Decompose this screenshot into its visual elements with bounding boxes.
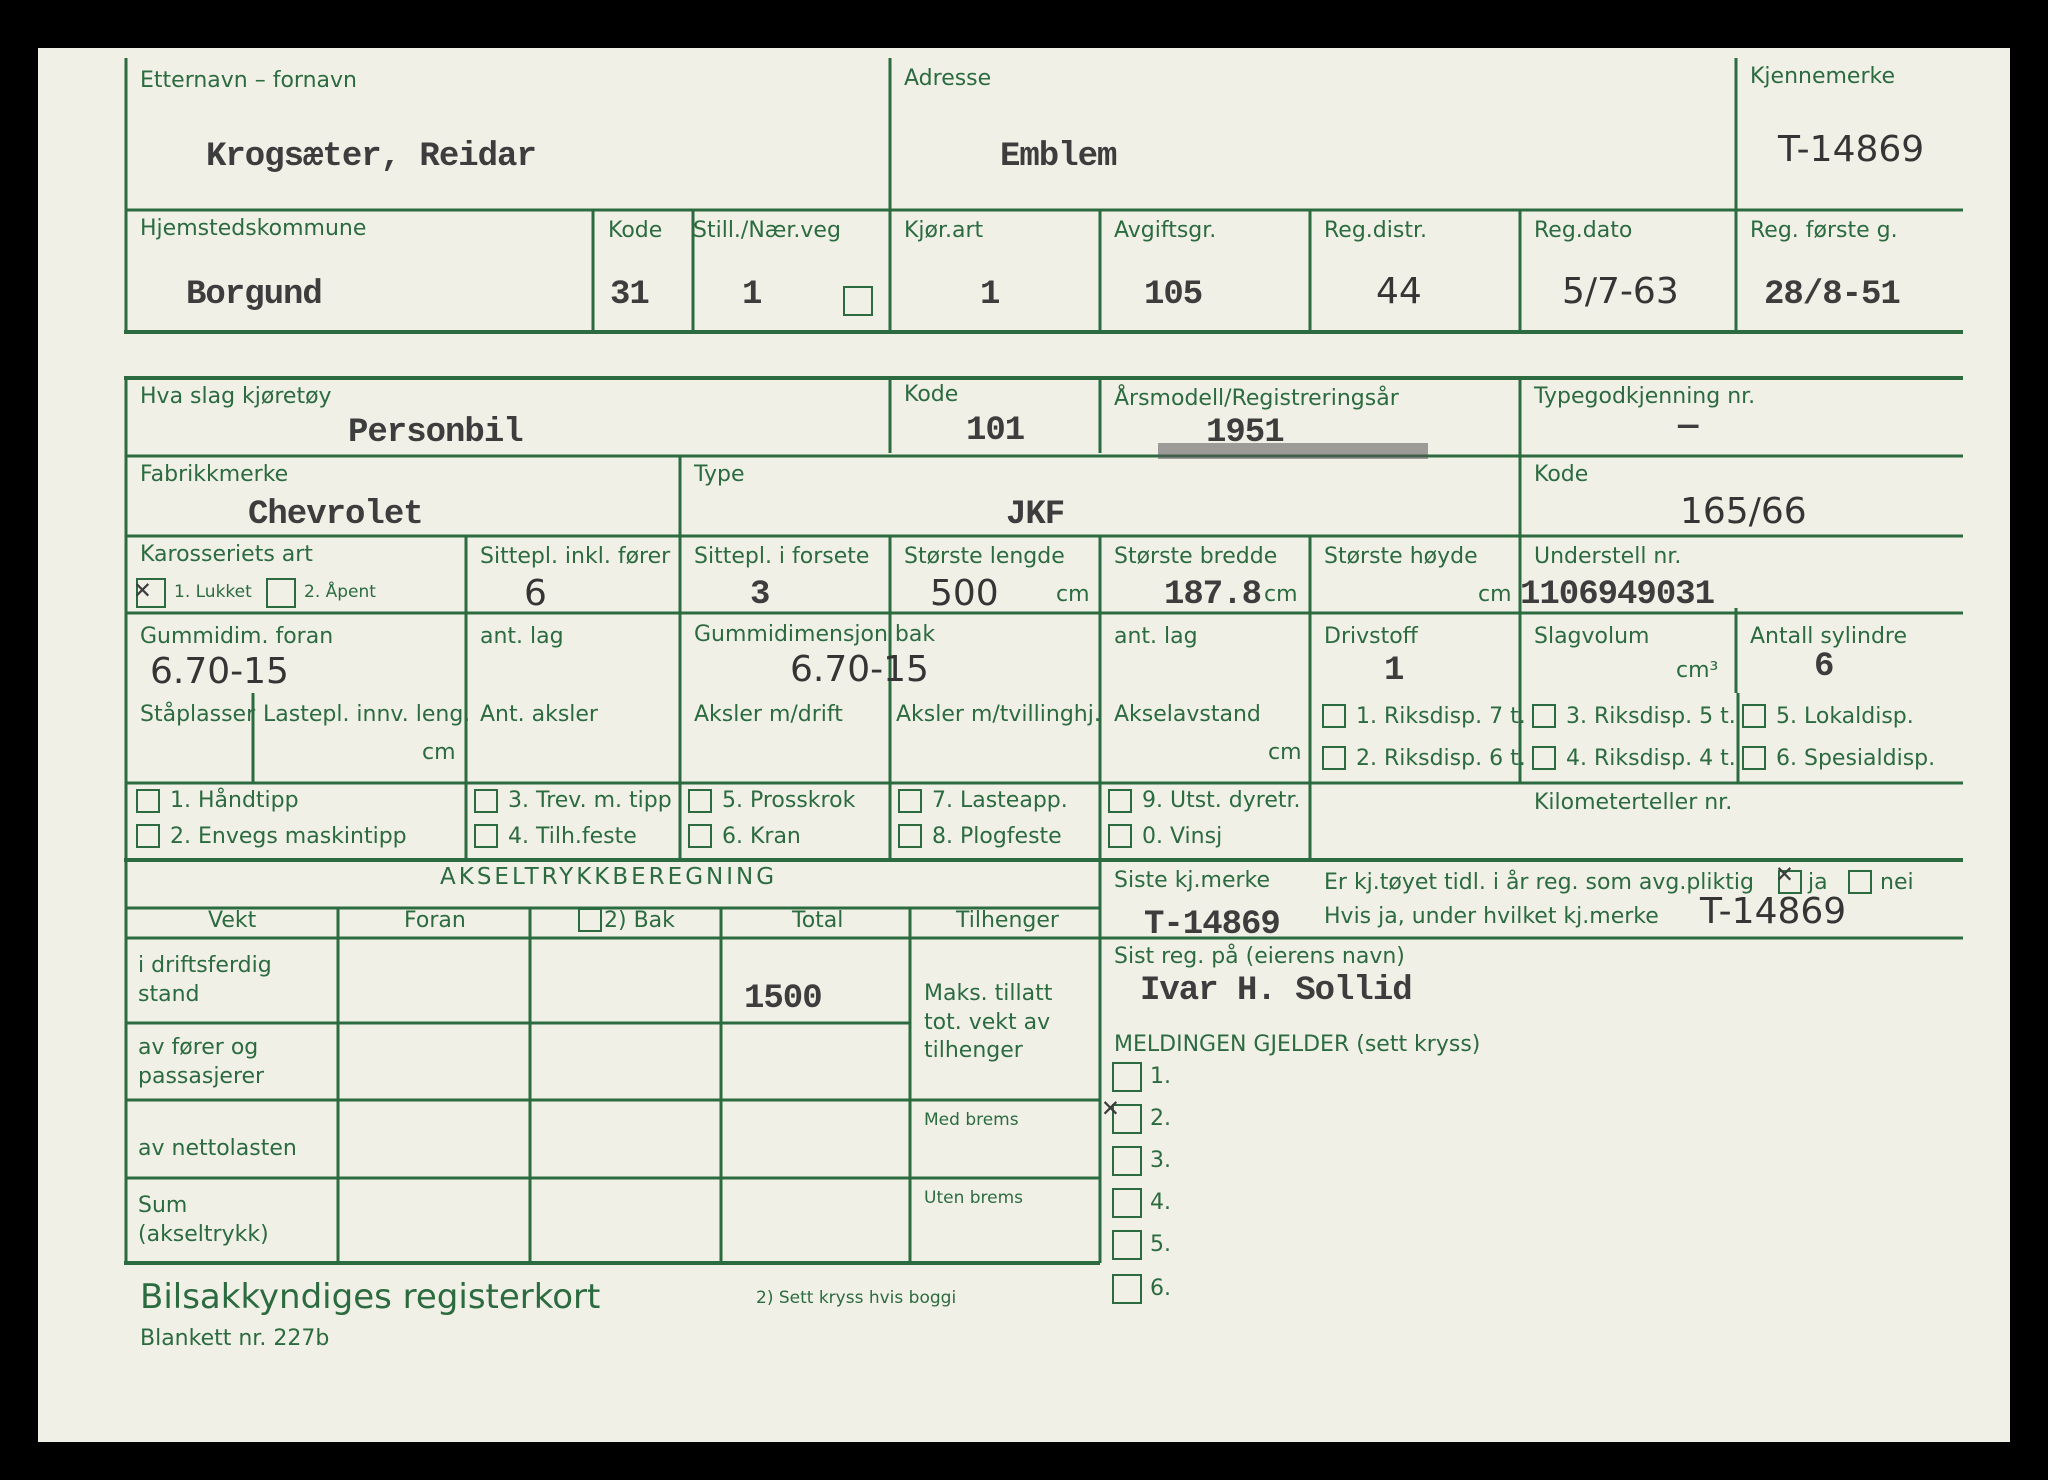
equip-5-checkbox[interactable]: [688, 789, 712, 813]
position-checkbox[interactable]: [843, 286, 873, 316]
riksdisp-2-label: 2. Riksdisp. 6 t.: [1356, 746, 1526, 771]
equip-6-checkbox[interactable]: [688, 824, 712, 848]
riksdisp-2-checkbox[interactable]: [1322, 746, 1346, 770]
first-reg-label: Reg. første g.: [1750, 218, 1898, 243]
col-front: Foran: [404, 908, 466, 933]
message-opt-3-checkbox[interactable]: [1112, 1146, 1142, 1176]
equip-3-label: 3. Trev. m. tipp: [508, 788, 672, 813]
message-opt-1-label: 1.: [1150, 1064, 1171, 1089]
type-approval-label: Typegodkjenning nr.: [1534, 384, 1756, 409]
body-type-label: Karosseriets art: [140, 542, 313, 567]
height-label: Største høyde: [1324, 544, 1478, 569]
drive-type-label: Kjør.art: [904, 218, 984, 243]
message-opt-3-label: 3.: [1150, 1148, 1171, 1173]
displacement-label: Slagvolum: [1534, 624, 1650, 649]
message-opt-2-label: 2.: [1150, 1106, 1171, 1131]
equip-7-checkbox[interactable]: [898, 789, 922, 813]
type-code-label: Kode: [1534, 462, 1589, 487]
fee-group-value: 105: [1144, 276, 1203, 314]
last-owner-value: Ivar H. Sollid: [1140, 972, 1412, 1010]
riksdisp-4-label: 4. Riksdisp. 4 t.: [1566, 746, 1736, 771]
front-seats-label: Sittepl. i forsete: [694, 544, 870, 569]
prev-reg-yes-mark: ✕: [1776, 860, 1793, 891]
bogie-checkbox[interactable]: [578, 908, 602, 932]
type-code-value: 165/66: [1680, 491, 1807, 532]
with-brakes-label: Med brems: [924, 1110, 1019, 1130]
without-brakes-label: Uten brems: [924, 1188, 1024, 1208]
first-reg-value: 28/8-51: [1764, 276, 1900, 314]
front-tyre-value: 6.70-15: [150, 651, 289, 692]
equip-0-checkbox[interactable]: [1108, 824, 1132, 848]
plate-value: T-14869: [1778, 129, 1925, 170]
driven-axles-label: Aksler m/drift: [694, 702, 843, 727]
lokaldisp-checkbox[interactable]: [1742, 704, 1766, 728]
form-grid-lines: [38, 48, 2010, 1442]
length-label: Største lengde: [904, 544, 1065, 569]
equip-8-label: 8. Plogfeste: [932, 824, 1062, 849]
equip-8-checkbox[interactable]: [898, 824, 922, 848]
equip-2-label: 2. Envegs maskintipp: [170, 824, 407, 849]
front-seats-value: 3: [750, 576, 770, 614]
row-driver-passengers: av fører og passasjerer: [138, 1035, 265, 1089]
message-label: MELDINGEN GJELDER (sett kryss): [1114, 1032, 1481, 1057]
make-label: Fabrikkmerke: [140, 462, 289, 487]
front-tyre-label: Gummidim. foran: [140, 624, 334, 649]
kind-code-label: Kode: [904, 382, 959, 407]
rear-tyre-value: 6.70-15: [790, 649, 929, 690]
vehicle-kind-label: Hva slag kjøretøy: [140, 384, 332, 409]
fee-group-label: Avgiftsgr.: [1114, 218, 1217, 243]
fuel-label: Drivstoff: [1324, 624, 1418, 649]
reg-district-label: Reg.distr.: [1324, 218, 1427, 243]
message-opt-4-checkbox[interactable]: [1112, 1188, 1142, 1218]
cylinders-label: Antall sylindre: [1750, 624, 1908, 649]
width-unit: cm: [1264, 582, 1298, 607]
row-operational-total: 1500: [744, 980, 822, 1018]
row-net-load: av nettolasten: [138, 1136, 297, 1161]
cargo-length-label: Lastepl. innv. leng.: [263, 702, 471, 727]
riksdisp-3-checkbox[interactable]: [1532, 704, 1556, 728]
address-value: Emblem: [1000, 138, 1117, 176]
reg-date-label: Reg.dato: [1534, 218, 1633, 243]
width-label: Største bredde: [1114, 544, 1278, 569]
wheelbase-unit: cm: [1268, 740, 1302, 765]
municipality-label: Hjemstedskommune: [140, 216, 367, 241]
reg-district-value: 44: [1376, 271, 1422, 312]
col-rear: 2) Bak: [604, 908, 675, 933]
equip-4-label: 4. Tilh.feste: [508, 824, 637, 849]
spesialdisp-label: 6. Spesialdisp.: [1776, 746, 1936, 771]
code-label: Kode: [608, 218, 663, 243]
riksdisp-4-checkbox[interactable]: [1532, 746, 1556, 770]
equip-1-label: 1. Håndtipp: [170, 788, 299, 813]
length-unit: cm: [1056, 582, 1090, 607]
axle-load-title: AKSELTRYKKBEREGNING: [440, 864, 778, 890]
message-opt-4-label: 4.: [1150, 1190, 1171, 1215]
type-value: JKF: [1006, 496, 1065, 534]
open-label: 2. Åpent: [304, 582, 376, 602]
card-title: Bilsakkyndiges registerkort: [140, 1277, 601, 1317]
wheelbase-label: Akselavstand: [1114, 702, 1261, 727]
spesialdisp-checkbox[interactable]: [1742, 746, 1766, 770]
riksdisp-1-label: 1. Riksdisp. 7 t.: [1356, 704, 1526, 729]
which-plate-label: Hvis ja, under hvilket kj.merke: [1324, 904, 1659, 929]
equip-9-label: 9. Utst. dyretr.: [1142, 788, 1301, 813]
equip-3-checkbox[interactable]: [474, 789, 498, 813]
last-plate-value: T-14869: [1144, 906, 1280, 944]
closed-mark: ✕: [134, 576, 151, 607]
vehicle-kind-value: Personbil: [348, 414, 523, 452]
bogie-note: 2) Sett kryss hvis boggi: [756, 1288, 957, 1308]
position-value: 1: [742, 276, 762, 314]
message-opt-6-checkbox[interactable]: [1112, 1274, 1142, 1304]
crossed-out-stamp: [1158, 443, 1428, 459]
last-plate-label: Siste kj.merke: [1114, 868, 1271, 893]
address-label: Adresse: [904, 66, 992, 91]
message-opt-2-mark: ✕: [1102, 1094, 1119, 1125]
row-sum: Sum (akseltrykk): [138, 1193, 269, 1247]
equip-6-label: 6. Kran: [722, 824, 801, 849]
open-checkbox[interactable]: [266, 578, 296, 608]
message-opt-5-label: 5.: [1150, 1232, 1171, 1257]
model-year-label: Årsmodell/Registreringsår: [1114, 386, 1399, 411]
front-layers-label: ant. lag: [480, 624, 564, 649]
lokaldisp-label: 5. Lokaldisp.: [1776, 704, 1914, 729]
prev-reg-yes-label: ja: [1808, 870, 1828, 895]
displacement-unit: cm³: [1676, 658, 1719, 683]
model-year-value: 1951: [1206, 414, 1284, 452]
plate-label: Kjennemerke: [1750, 64, 1895, 89]
prev-reg-no-label: nei: [1880, 870, 1914, 895]
make-value: Chevrolet: [248, 496, 423, 534]
riksdisp-1-checkbox[interactable]: [1322, 704, 1346, 728]
equip-1-checkbox[interactable]: [136, 789, 160, 813]
cargo-length-unit: cm: [422, 740, 456, 765]
col-weight: Vekt: [208, 908, 257, 933]
rear-layers-label: ant. lag: [1114, 624, 1198, 649]
col-total: Total: [792, 908, 844, 933]
position-label: Still./Nær.veg: [693, 218, 841, 243]
rear-tyre-label: Gummidimensjon bak: [694, 622, 936, 647]
message-opt-6-label: 6.: [1150, 1276, 1171, 1301]
message-opt-1-checkbox[interactable]: [1112, 1062, 1142, 1092]
type-label: Type: [694, 462, 745, 487]
odometer-label: Kilometerteller nr.: [1534, 790, 1733, 815]
type-approval-value: —: [1678, 408, 1698, 446]
closed-label: 1. Lukket: [174, 582, 252, 602]
equip-9-checkbox[interactable]: [1108, 789, 1132, 813]
axle-count-label: Ant. aksler: [480, 702, 598, 727]
height-unit: cm: [1478, 582, 1512, 607]
chassis-value: 1106949031: [1520, 576, 1715, 614]
row-operational: i driftsferdig stand: [138, 953, 272, 1007]
seats-label: Sittepl. inkl. fører: [480, 544, 671, 569]
chassis-label: Understell nr.: [1534, 544, 1682, 569]
code-value: 31: [610, 276, 649, 314]
riksdisp-3-label: 3. Riksdisp. 5 t.: [1566, 704, 1736, 729]
prev-reg-label: Er kj.tøyet tidl. i år reg. som avg.pliktig: [1324, 870, 1754, 895]
equip-2-checkbox[interactable]: [136, 824, 160, 848]
equip-7-label: 7. Lasteapp.: [932, 788, 1068, 813]
message-opt-5-checkbox[interactable]: [1112, 1230, 1142, 1260]
municipality-value: Borgund: [186, 276, 322, 314]
prev-reg-no-checkbox[interactable]: [1848, 870, 1872, 894]
max-trailer-weight-label: Maks. tillatt tot. vekt av tilhenger: [924, 981, 1053, 1064]
equip-5-label: 5. Prosskrok: [722, 788, 856, 813]
name-value: Krogsæter, Reidar: [206, 138, 536, 176]
width-value: 187.8: [1164, 576, 1262, 614]
equip-0-label: 0. Vinsj: [1142, 824, 1223, 849]
fuel-value: 1: [1384, 652, 1404, 690]
seats-value: 6: [524, 573, 547, 614]
standing-label: Ståplasser: [140, 702, 256, 727]
equip-4-checkbox[interactable]: [474, 824, 498, 848]
kind-code-value: 101: [966, 412, 1025, 450]
last-owner-label: Sist reg. på (eierens navn): [1114, 944, 1405, 969]
cylinders-value: 6: [1814, 648, 1834, 686]
drive-type-value: 1: [980, 276, 1000, 314]
reg-date-value: 5/7-63: [1562, 271, 1679, 312]
twin-axles-label: Aksler m/tvillinghj.: [896, 702, 1101, 727]
register-card: [38, 48, 2010, 1442]
length-value: 500: [930, 573, 999, 614]
name-label: Etternavn – fornavn: [140, 68, 357, 93]
form-number: Blankett nr. 227b: [140, 1326, 330, 1351]
col-trailer: Tilhenger: [956, 908, 1059, 933]
which-plate-value: T-14869: [1700, 891, 1847, 932]
